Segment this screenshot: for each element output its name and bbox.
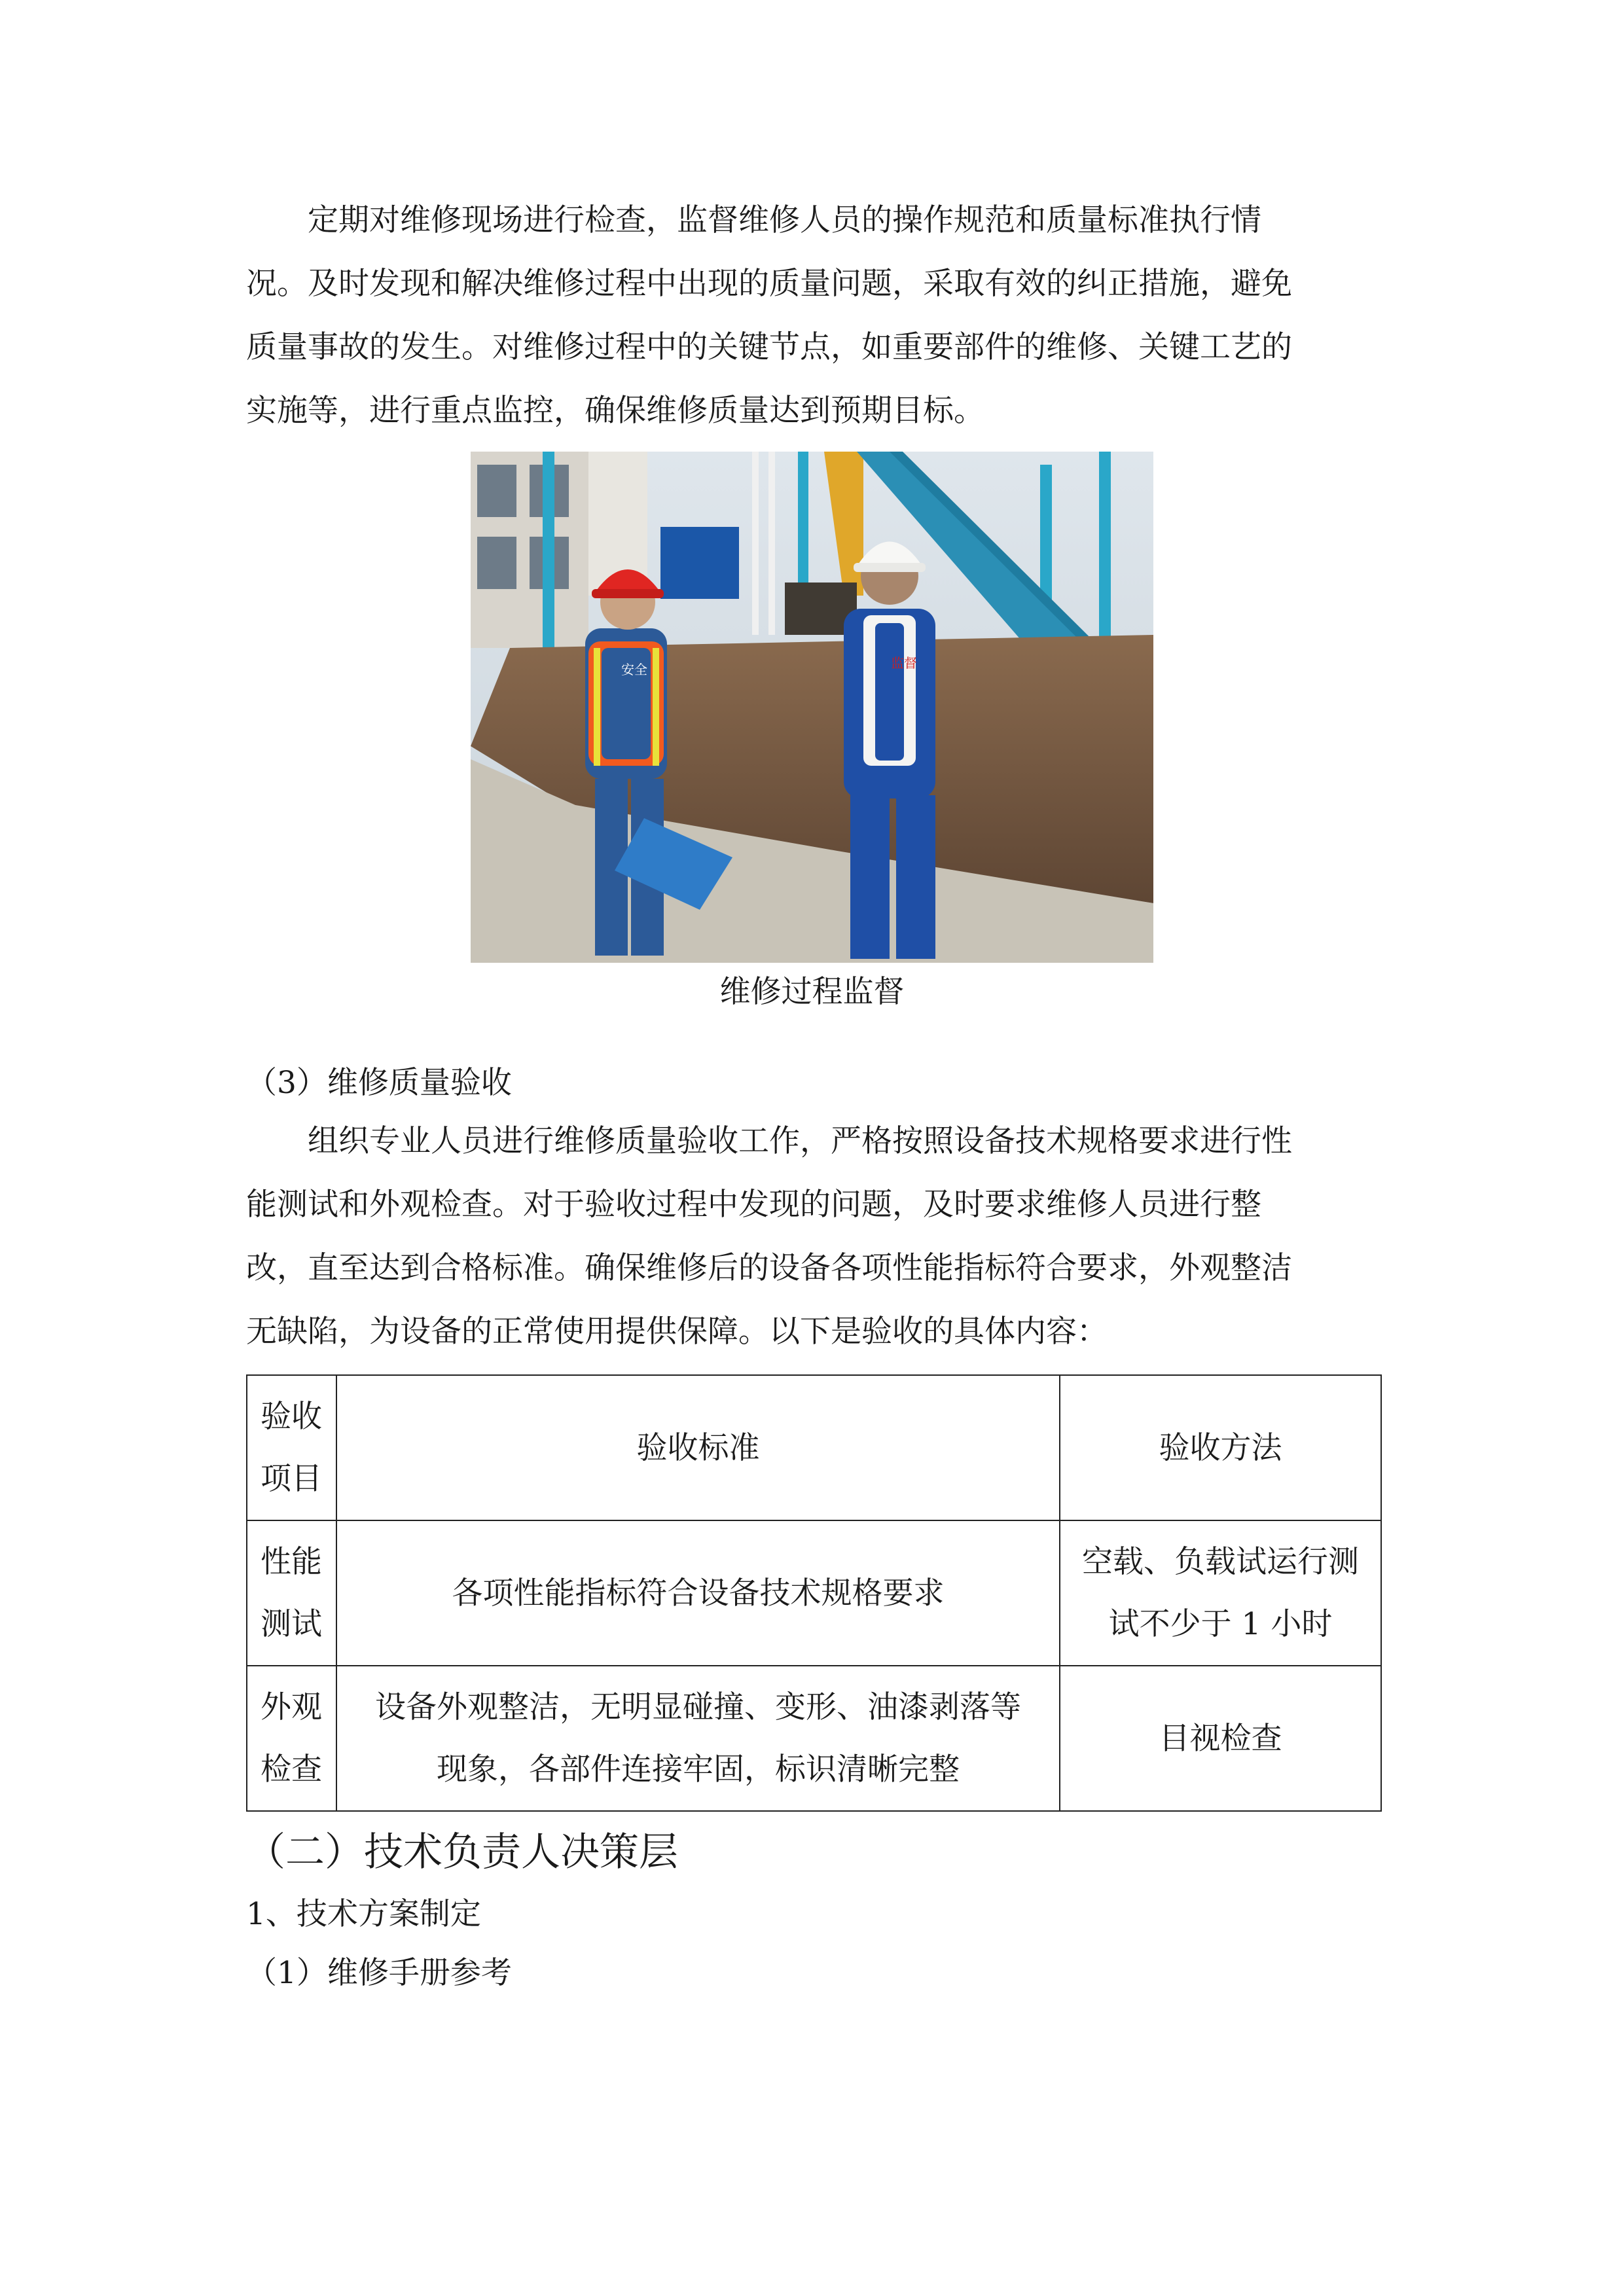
header-item-cell [247,1375,336,1520]
section3-line: 组织专业人员进行维修质量验收工作，严格按照设备技术规格要求进行性 [308,1123,1292,1159]
intro-line: 定期对维修现场进行检查，监督维修人员的操作规范和质量标准执行情 [308,202,1261,238]
right-vest-label: 监督 [891,655,917,671]
header-standard-cell: 验收标准 [336,1375,1060,1520]
item-cell [247,1666,336,1811]
item-line: 测试 [261,1606,322,1642]
table-row [247,1520,1381,1666]
section3-line: 能测试和外观检查。对于验收过程中发现的问题，及时要求维修人员进行整 [246,1187,1261,1223]
method-line: 空载、负载试运行测 [1082,1544,1359,1580]
method-line: 目视检查 [1159,1720,1282,1757]
section-heading: （3）维修质量验收 [246,1065,512,1101]
header-item-line: 验收 [261,1399,322,1435]
subsection-heading: （1）维修手册参考 [246,1955,512,1991]
table-header-row [247,1375,1381,1520]
steel-column [543,452,554,668]
table-row [247,1666,1381,1811]
item-line: 检查 [261,1751,322,1787]
standard-line: 设备外观整洁，无明显碰撞、变形、油漆剥落等 [375,1689,1021,1725]
method-cell [1060,1666,1381,1811]
item-line: 性能 [261,1544,322,1580]
item-cell [247,1520,336,1666]
standard-cell [336,1666,1060,1811]
standard-cell [336,1520,1060,1666]
header-method-cell: 验收方法 [1060,1375,1381,1520]
intro-paragraph [246,188,1379,442]
subsection-heading: 1、技术方案制定 [246,1896,481,1932]
intro-line: 质量事故的发生。对维修过程中的关键节点，如重要部件的维修、关键工艺的 [246,329,1292,365]
section3-paragraph [246,1109,1379,1363]
acceptance-table [246,1374,1382,1812]
section3-line: 无缺陷，为设备的正常使用提供保障。以下是验收的具体内容： [246,1314,1108,1350]
method-cell [1060,1520,1381,1666]
intro-line: 况。及时发现和解决维修过程中出现的质量问题，采取有效的纠正措施，避免 [246,266,1292,302]
inspection-photo [471,452,1153,963]
method-line: 试不少于 1 小时 [1108,1606,1333,1642]
section3-line: 改，直至达到合格标准。确保维修后的设备各项性能指标符合要求，外观整洁 [246,1250,1292,1286]
section-title: （二）技术负责人决策层 [246,1829,678,1875]
left-vest-label: 安全 [621,662,647,677]
intro-line: 实施等，进行重点监控，确保维修质量达到预期目标。 [246,393,984,429]
standard-line: 各项性能指标符合设备技术规格要求 [452,1575,945,1611]
item-line: 外观 [261,1689,322,1725]
figure-caption: 维修过程监督 [719,974,905,1010]
header-item-line: 项目 [261,1461,322,1497]
standard-line: 现象，各部件连接牢固，标识清晰完整 [437,1751,960,1787]
